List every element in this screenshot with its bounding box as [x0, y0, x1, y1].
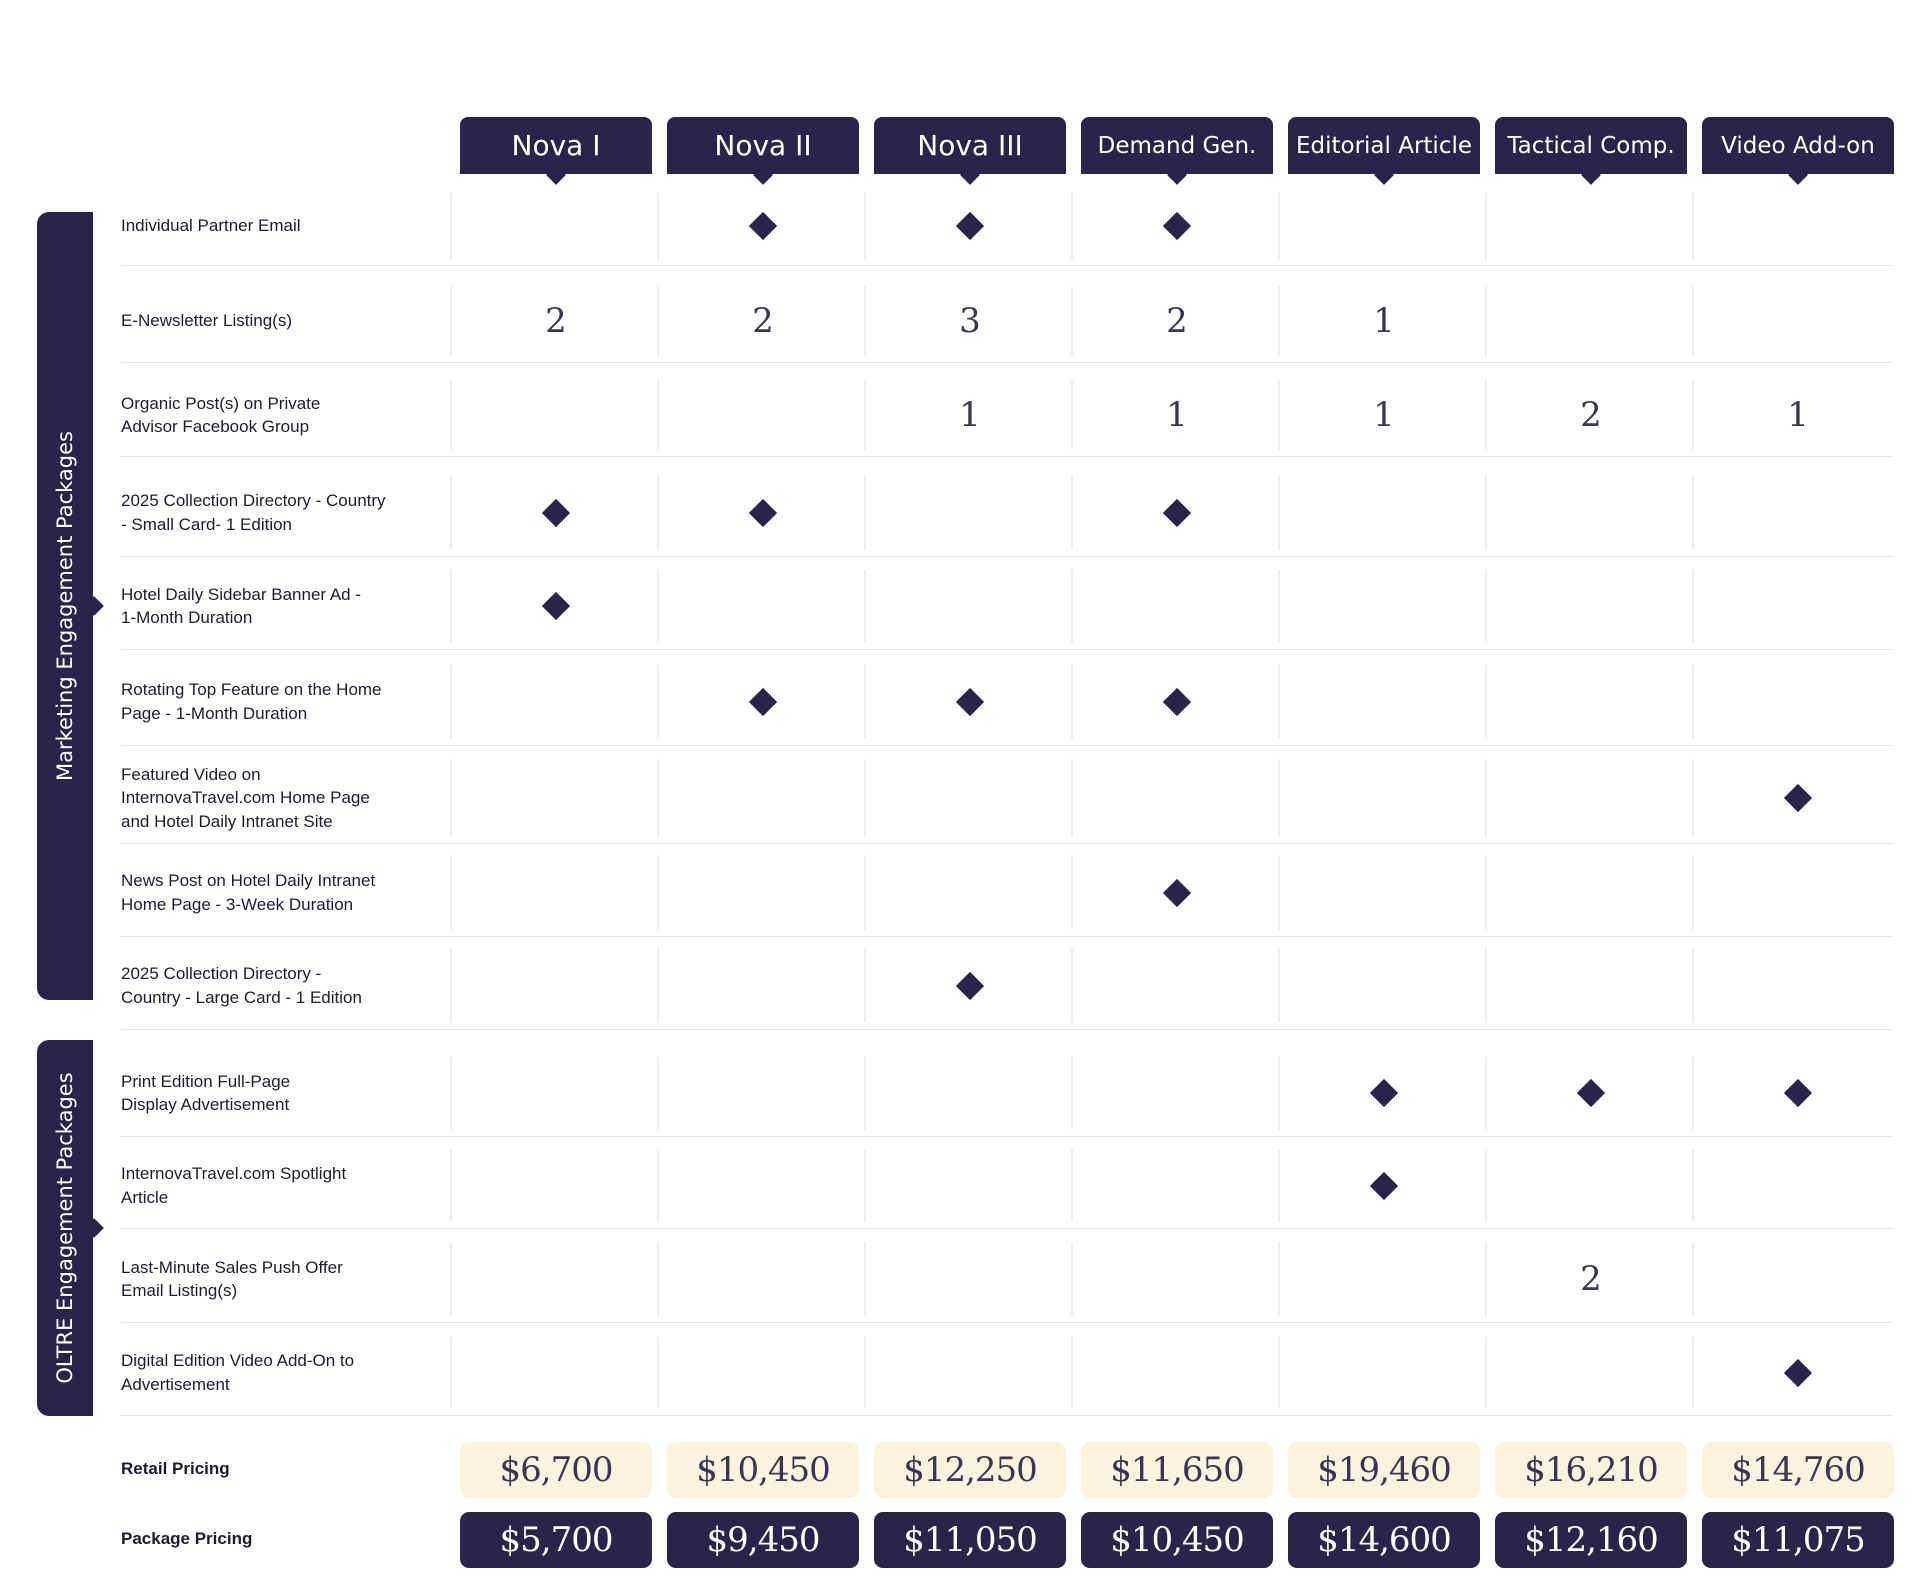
cell-divider [1278, 855, 1280, 930]
cell-divider [1692, 1336, 1694, 1409]
cell-count: 3 [959, 301, 981, 341]
cell-divider [657, 1149, 659, 1222]
diamond-icon [749, 687, 777, 715]
cell-divider [1485, 475, 1487, 550]
row-label: 2025 Collection Directory - Country - Large Card - 1 Edition [121, 964, 362, 1007]
cell-divider [657, 948, 659, 1023]
diamond-icon [1163, 212, 1191, 240]
cell-divider [1278, 192, 1280, 260]
cell-divider [450, 855, 452, 930]
row-divider [121, 745, 1892, 746]
diamond-icon [1784, 784, 1812, 812]
retail-pricing-label: Retail Pricing [121, 1459, 230, 1478]
package-price: $12,160 [1495, 1512, 1687, 1568]
column-header: Nova II [667, 117, 859, 174]
diamond-icon [542, 498, 570, 526]
cell-divider [1485, 855, 1487, 930]
cell-divider [657, 664, 659, 739]
group-label: OLTRE Engagement Packages [53, 1072, 77, 1384]
cell-divider [1485, 192, 1487, 260]
retail-price: $12,250 [874, 1442, 1066, 1498]
diamond-icon [1370, 1171, 1398, 1199]
row-label: E-Newsletter Listing(s) [121, 311, 292, 331]
row-divider [121, 456, 1892, 457]
cell-divider [1278, 569, 1280, 643]
cell-divider [1278, 1336, 1280, 1409]
row-divider [121, 936, 1892, 937]
cell-divider [450, 759, 452, 837]
package-price: $9,450 [667, 1512, 859, 1568]
cell-divider [450, 948, 452, 1023]
cell-divider [864, 475, 866, 550]
cell-divider [1278, 286, 1280, 356]
cell-divider [1692, 475, 1694, 550]
row-divider [121, 1136, 1892, 1137]
cell-divider [450, 1336, 452, 1409]
cell-count: 2 [1580, 1259, 1602, 1299]
cell-divider [1278, 948, 1280, 1023]
cell-count: 2 [545, 301, 567, 341]
cell-divider [1278, 380, 1280, 450]
cell-divider [1278, 1056, 1280, 1130]
row-label: Digital Edition Video Add-On to Advertisement [121, 1351, 355, 1394]
cell-count: 1 [1373, 395, 1395, 435]
cell-divider [864, 855, 866, 930]
cell-divider [1071, 1149, 1073, 1222]
retail-price: $11,650 [1081, 1442, 1273, 1498]
diamond-icon [956, 687, 984, 715]
row-divider [121, 1322, 1892, 1323]
cell-divider [864, 569, 866, 643]
cell-count: 2 [1580, 395, 1602, 435]
cell-divider [1692, 948, 1694, 1023]
cell-divider [1485, 286, 1487, 356]
row-label: Hotel Daily Sidebar Banner Ad - 1-Month Duration [121, 584, 362, 627]
cell-divider [1692, 759, 1694, 837]
diamond-icon [1577, 1079, 1605, 1107]
group-tab [37, 1040, 93, 1416]
cell-divider [1071, 286, 1073, 356]
retail-price: $19,460 [1288, 1442, 1480, 1498]
diamond-icon [1163, 878, 1191, 906]
column-header: Nova III [874, 117, 1066, 174]
row-label: Rotating Top Feature on the Home Page - 1-Month Duration [121, 680, 382, 723]
cell-divider [1071, 1336, 1073, 1409]
row-divider [121, 1228, 1892, 1229]
cell-divider [1485, 1242, 1487, 1316]
cell-count: 1 [1373, 301, 1395, 341]
row-divider [121, 1415, 1892, 1416]
row-divider [121, 1029, 1892, 1030]
row-divider [121, 362, 1892, 363]
row-divider [121, 843, 1892, 844]
row-label: Last-Minute Sales Push Offer Email Listing(s) [121, 1257, 343, 1300]
cell-divider [1692, 380, 1694, 450]
package-price: $5,700 [460, 1512, 652, 1568]
row-label: News Post on Hotel Daily Intranet Home Page - 3-Week Duration [121, 871, 376, 914]
package-price: $10,450 [1081, 1512, 1273, 1568]
cell-divider [450, 475, 452, 550]
cell-divider [1071, 380, 1073, 450]
cell-divider [1071, 1056, 1073, 1130]
cell-divider [450, 1056, 452, 1130]
cell-count: 1 [1787, 395, 1809, 435]
cell-divider [657, 286, 659, 356]
cell-divider [1071, 759, 1073, 837]
cell-divider [1485, 1149, 1487, 1222]
cell-divider [657, 1056, 659, 1130]
row-label: InternovaTravel.com Spotlight Article [121, 1164, 347, 1207]
cell-divider [864, 192, 866, 260]
cell-divider [1692, 569, 1694, 643]
package-price: $11,050 [874, 1512, 1066, 1568]
cell-divider [657, 1242, 659, 1316]
cell-divider [864, 664, 866, 739]
cell-divider [1692, 855, 1694, 930]
diamond-icon [1784, 1079, 1812, 1107]
row-label: Individual Partner Email [121, 216, 301, 236]
diamond-icon [1784, 1358, 1812, 1386]
row-label: Featured Video on InternovaTravel.com Home Page and Hotel Daily Intranet Site [121, 764, 370, 831]
cell-count: 2 [752, 301, 774, 341]
cell-divider [1485, 380, 1487, 450]
cell-divider [657, 855, 659, 930]
cell-divider [450, 380, 452, 450]
cell-divider [1071, 192, 1073, 260]
cell-divider [1278, 1149, 1280, 1222]
diamond-icon [749, 498, 777, 526]
cell-divider [450, 286, 452, 356]
cell-divider [1278, 1242, 1280, 1316]
package-price: $14,600 [1288, 1512, 1480, 1568]
diamond-icon [542, 592, 570, 620]
row-divider [121, 556, 1892, 557]
cell-divider [450, 1242, 452, 1316]
diamond-icon [1163, 498, 1191, 526]
cell-divider [864, 286, 866, 356]
retail-price: $16,210 [1495, 1442, 1687, 1498]
cell-divider [864, 1336, 866, 1409]
cell-divider [1692, 1056, 1694, 1130]
row-label: 2025 Collection Directory - Country - Small Card- 1 Edition [121, 491, 386, 534]
group-label: Marketing Engagement Packages [53, 431, 77, 781]
retail-price: $6,700 [460, 1442, 652, 1498]
cell-divider [1485, 948, 1487, 1023]
diamond-icon [1163, 687, 1191, 715]
cell-divider [657, 759, 659, 837]
column-header: Demand Gen. [1081, 117, 1273, 174]
cell-count: 2 [1166, 301, 1188, 341]
cell-divider [1071, 1242, 1073, 1316]
cell-divider [657, 1336, 659, 1409]
cell-divider [1485, 759, 1487, 837]
column-header: Editorial Article [1288, 117, 1480, 174]
cell-divider [1692, 664, 1694, 739]
cell-divider [1485, 664, 1487, 739]
cell-divider [657, 475, 659, 550]
row-divider [121, 649, 1892, 650]
cell-divider [864, 759, 866, 837]
row-label: Organic Post(s) on Private Advisor Facebook Group [121, 393, 321, 436]
cell-divider [450, 192, 452, 260]
cell-divider [864, 948, 866, 1023]
cell-divider [1278, 664, 1280, 739]
diamond-icon [956, 971, 984, 999]
cell-divider [1692, 286, 1694, 356]
cell-divider [1071, 569, 1073, 643]
group-tab [37, 212, 93, 1000]
diamond-icon [1370, 1079, 1398, 1107]
cell-divider [1692, 192, 1694, 260]
package-price: $11,075 [1702, 1512, 1894, 1568]
retail-price: $14,760 [1702, 1442, 1894, 1498]
cell-divider [864, 1149, 866, 1222]
cell-divider [1485, 569, 1487, 643]
package-pricing-label: Package Pricing [121, 1529, 253, 1548]
cell-divider [864, 1056, 866, 1130]
cell-divider [1692, 1149, 1694, 1222]
cell-divider [1071, 475, 1073, 550]
cell-divider [450, 664, 452, 739]
retail-price: $10,450 [667, 1442, 859, 1498]
cell-divider [1692, 1242, 1694, 1316]
column-header: Tactical Comp. [1495, 117, 1687, 174]
cell-divider [864, 1242, 866, 1316]
cell-divider [864, 380, 866, 450]
cell-divider [450, 1149, 452, 1222]
cell-divider [1278, 475, 1280, 550]
cell-divider [1278, 759, 1280, 837]
cell-divider [1485, 1056, 1487, 1130]
cell-divider [450, 569, 452, 643]
cell-divider [657, 569, 659, 643]
cell-divider [1485, 1336, 1487, 1409]
cell-divider [1071, 948, 1073, 1023]
column-header: Nova I [460, 117, 652, 174]
cell-count: 1 [959, 395, 981, 435]
cell-divider [1071, 664, 1073, 739]
cell-divider [657, 380, 659, 450]
diamond-icon [956, 212, 984, 240]
cell-divider [657, 192, 659, 260]
cell-count: 1 [1166, 395, 1188, 435]
cell-divider [1071, 855, 1073, 930]
column-header: Video Add-on [1702, 117, 1894, 174]
row-label: Print Edition Full-Page Display Advertisement [121, 1071, 291, 1114]
diamond-icon [749, 212, 777, 240]
